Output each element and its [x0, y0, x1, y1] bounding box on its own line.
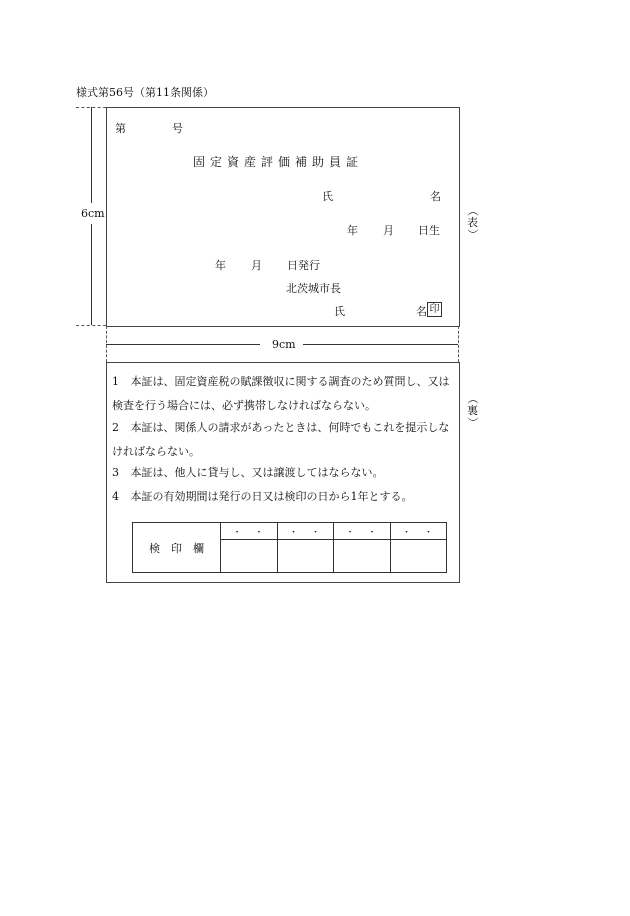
note-text: 本証は、固定資産税の賦課徴収に関する調査のため質問し、又は検査を行う場合には、必ず携帯しなければならない。 [112, 375, 450, 412]
back-side-label: （ 裏 ） [466, 393, 479, 428]
card-title: 固定資産評価補助員証 [193, 155, 364, 169]
width-dimension-label: 9cm [272, 338, 296, 351]
birth-day-label: 日生 [418, 224, 440, 237]
seal-date-4: ・ ・ [391, 523, 447, 540]
width-guide-right [458, 326, 459, 362]
birth-year-label: 年 [347, 224, 358, 237]
seal-cell-4[interactable] [391, 540, 447, 573]
card-number-suffix: 号 [172, 122, 183, 135]
issuer-name-label-left: 氏 [334, 305, 345, 318]
seal-cell-1[interactable] [221, 540, 278, 573]
note-number: 3 [112, 466, 119, 479]
note-2 [112, 416, 457, 464]
seal-cell-3[interactable] [334, 540, 391, 573]
note-text: 本証は、他人に貸与し、又は譲渡してはならない。 [130, 466, 384, 479]
seal-cell-2[interactable] [278, 540, 334, 573]
birth-month-label: 月 [383, 224, 394, 237]
issue-year-label: 年 [215, 259, 226, 272]
note-number: 4 [112, 490, 119, 503]
inspection-seal-table [132, 522, 447, 573]
card-number-prefix: 第 [115, 122, 126, 135]
front-side-char: 表 [467, 216, 478, 229]
note-text: 本証の有効期間は発行の日又は検印の日から1年とする。 [130, 490, 413, 503]
seal-column-label: 検 印 欄 [133, 523, 221, 573]
front-side-label: （ 表 ） [466, 205, 479, 240]
seal-date-3: ・ ・ [334, 523, 391, 540]
height-dimension-label: 6cm [81, 207, 105, 220]
seal-char: 印 [427, 302, 442, 317]
width-dimension-line-left [106, 344, 260, 345]
seal-box [427, 302, 442, 317]
issue-day-label: 日発行 [287, 259, 320, 272]
issue-month-label: 月 [251, 259, 262, 272]
note-1 [112, 370, 457, 418]
holder-name-label-right: 名 [430, 190, 441, 203]
card-front [106, 107, 460, 327]
note-4 [112, 485, 457, 509]
issuer-name-label-right: 名 [416, 305, 427, 318]
width-dimension-line-right [303, 344, 458, 345]
height-dimension-line-upper [91, 107, 92, 203]
height-dimension-line-lower [91, 224, 92, 325]
note-number: 2 [112, 421, 119, 434]
back-side-char: 裏 [467, 404, 478, 417]
seal-date-1: ・ ・ [221, 523, 278, 540]
dimension-guide-bottom [76, 325, 106, 326]
holder-name-label-left: 氏 [322, 190, 333, 203]
issuer-title: 北茨城市長 [286, 282, 341, 295]
seal-date-2: ・ ・ [278, 523, 334, 540]
note-text: 本証は、関係人の請求があったときは、何時でもこれを提示しなければならない。 [112, 421, 450, 458]
note-3 [112, 461, 457, 485]
form-title: 様式第56号（第11条関係） [76, 86, 214, 99]
note-number: 1 [112, 375, 119, 388]
